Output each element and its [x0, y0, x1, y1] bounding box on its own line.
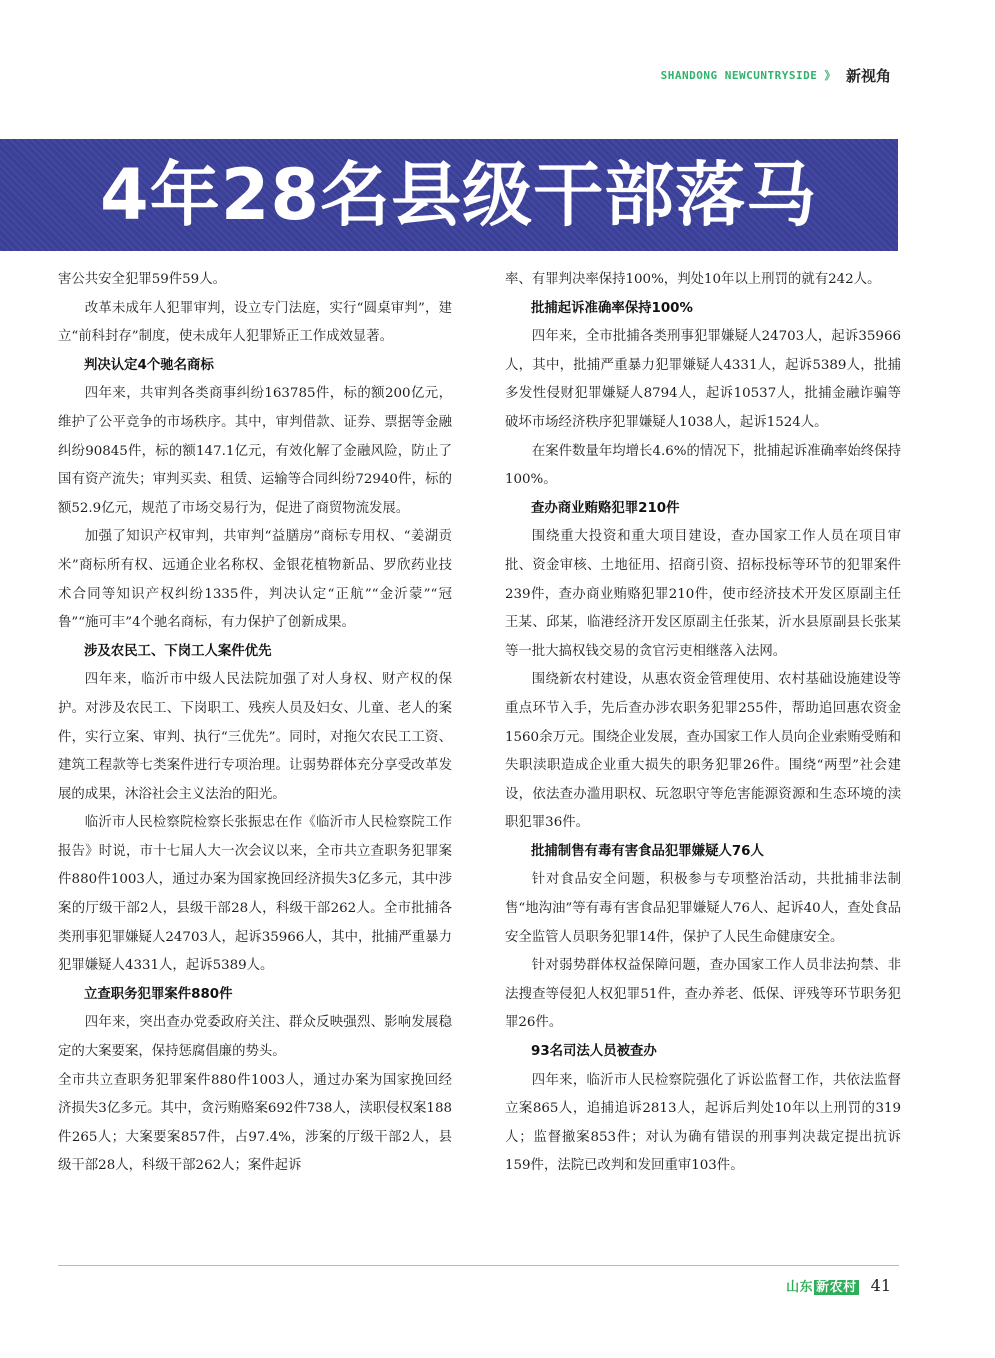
section-heading: 立查职务犯罪案件880件 [84, 986, 233, 1002]
paragraph: 在案件数量年均增长4.6%的情况下，批捕起诉准确率始终保持100%。 [505, 443, 901, 488]
article-title: 4年28名县级干部落马 [100, 154, 818, 236]
paragraph: 四年来，共审判各类商事纠纷163785件，标的额200亿元，维护了公平竞争的市场秩序。其中，审判借款、证券、票据等金融纠纷90845件，标的额147.1亿元，有效化解了金融风险，防止了国有资产流失；审判买卖、租赁、运输等合同纠纷72940件，标的额52.9亿元，规范了市场交易行为，促进了商贸物流发展。 [58, 386, 452, 516]
page-number: 41 [870, 1276, 891, 1295]
paragraph: 四年来，临沂市中级人民法院加强了对人身权、财产权的保护。对涉及农民工、下岗职工、残疾人员及妇女、儿童、老人的案件，实行立案、审判、执行“三优先”。同时，对拖欠农民工工资、建筑工程款等七类案件进行专项治理。让弱势群体充分享受改革发展的成果，沐浴社会主义法治的阳光。 [58, 672, 452, 802]
logo-text-2: 新农村 [816, 1280, 857, 1295]
logo-text-1: 山东 [786, 1280, 814, 1295]
paragraph: 害公共安全犯罪59件59人。 [58, 272, 226, 287]
magazine-label: SHANDONG NEWCUNTRYSIDE 》 [660, 69, 836, 82]
paragraph: 针对食品安全问题，积极参与专项整治活动，共批捕非法制售“地沟油”等有毒有害食品犯罪嫌疑人76人、起诉40人，查处食品安全监管人员职务犯罪14件，保护了人民生命健康安全。 [505, 872, 901, 945]
paragraph: 临沂市人民检察院检察长张振忠在作《临沂市人民检察院工作报告》时说，市十七届人大一次会议以来，全市共立查职务犯罪案件880件1003人，通过办案为国家挽回经济损失3亿多元，其中涉案的厅级干部2人，县级干部28人，科级干部262人。全市批捕各类刑事犯罪嫌疑人24703人，起诉35966人，其中，批捕严重暴力犯罪嫌疑人4331人，起诉5389人。 [58, 815, 452, 974]
section-heading: 93名司法人员被查办 [531, 1044, 657, 1060]
left-column [58, 266, 452, 1181]
running-header [661, 64, 891, 86]
paragraph: 四年来，临沂市人民检察院强化了诉讼监督工作，共依法监督立案865人，追捕追诉2813人，起诉后判处10年以上刑罚的319人；监督撤案853件；对认为确有错误的刑事判决裁定提出抗诉159件，法院已改判和发回重审103件。 [505, 1072, 901, 1174]
paragraph: 四年来，全市批捕各类刑事犯罪嫌疑人24703人，起诉35966人，其中，批捕严重暴力犯罪嫌疑人4331人，起诉5389人，批捕多发性侵财犯罪嫌疑人8794人，起诉10537人，批捕金融诈骗等破坏市场经济秩序犯罪嫌疑人1038人，起诉1524人。 [505, 329, 901, 430]
section-heading: 查办商业贿赂犯罪210件 [531, 500, 680, 516]
section-heading: 判决认定4个驰名商标 [84, 357, 214, 373]
paragraph: 加强了知识产权审判，共审判“益膳房”商标专用权、“姜湖贡米”商标所有权、远通企业名称权、金银花植物新品、罗欣药业技术合同等知识产权纠纷1335件，判决认定“正航”“金沂蒙”“冠鲁”“施可丰”4个驰名商标，有力保护了创新成果。 [58, 529, 452, 631]
paragraph: 改革未成年人犯罪审判，设立专门法庭，实行“圆桌审判”，建立“前科封存”制度，使未成年人犯罪矫正工作成效显著。 [58, 300, 452, 345]
paragraph: 围绕重大投资和重大项目建设，查办国家工作人员在项目审批、资金审核、土地征用、招商引资、招标投标等环节的犯罪案件239件，查办商业贿赂犯罪210件，使市经济技术开发区原副主任王某、邱某，临港经济开发区原副主任张某，沂水县原副县长张某等一批大搞权钱交易的贪官污吏相继落入法网。 [505, 529, 901, 659]
title-banner [0, 139, 898, 251]
section-heading: 批捕起诉准确率保持100% [531, 300, 693, 316]
magazine-logo [786, 1276, 859, 1295]
footer-divider [58, 1265, 899, 1266]
paragraph: 全市共立查职务犯罪案件880件1003人，通过办案为国家挽回经济损失3亿多元。其中，贪污贿赂案692件738人，渎职侵权案188件265人；大案要案857件，占97.4%，涉案的厅级干部2人，县级干部28人，科级干部262人；案件起诉 [58, 1072, 452, 1174]
right-column [505, 266, 901, 1181]
section-heading: 批捕制售有毒有害食品犯罪嫌疑人76人 [531, 843, 764, 859]
paragraph: 围绕新农村建设，从惠农资金管理使用、农村基础设施建设等重点环节入手，先后查办涉农职务犯罪255件，帮助追回惠农资金1560余万元。围绕企业发展，查办国家工作人员向企业索贿受贿和失职渎职造成企业重大损失的职务犯罪26件。围绕“两型”社会建设，依法查办滥用职权、玩忽职守等危害能源资源和生态环境的渎职犯罪36件。 [505, 672, 901, 831]
paragraph: 率、有罪判决率保持100%，判处10年以上刑罚的就有242人。 [505, 272, 881, 287]
page-footer [786, 1276, 891, 1295]
paragraph: 四年来，突出查办党委政府关注、群众反映强烈、影响发展稳定的大案要案，保持惩腐倡廉的势头。 [58, 1015, 452, 1060]
paragraph: 针对弱势群体权益保障问题，查办国家工作人员非法拘禁、非法搜查等侵犯人权犯罪51件，查办养老、低保、评残等环节职务犯罪26件。 [505, 958, 901, 1031]
section-name: 新视角 [845, 66, 891, 85]
section-heading: 涉及农民工、下岗工人案件优先 [84, 643, 272, 659]
